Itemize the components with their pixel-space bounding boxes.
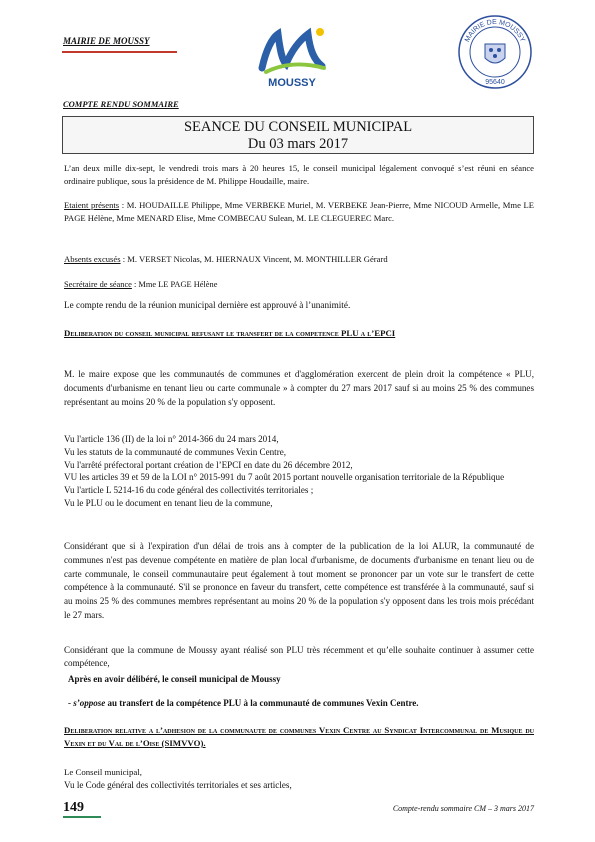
deliberation-statement: Après en avoir délibéré, le conseil municipal de Moussy: [68, 674, 281, 684]
secretaire-label: Secrétaire de séance: [64, 280, 132, 289]
section2-paragraph-1: Le Conseil municipal,: [64, 767, 142, 777]
moussy-logo: [252, 20, 332, 92]
mairie-heading: MAIRIE DE MOUSSY: [63, 36, 150, 46]
seal-top-text: MAIRIE DE MOUSSY: [464, 18, 526, 44]
section1-paragraph-1: M. le maire expose que les communautés de communes et d'agglomération exercent de plein droit la compétence « PLU, documents d'urbanisme en tenant lieu ou carte communale » à compter du 27 mars 2017 sauf si au moins 25 % des communes représentant au moins 20 % de la population s'y opposent.: [64, 369, 534, 407]
section1-paragraph-3: Considérant que la commune de Moussy ayant réalisé son PLU très récemment et qu’elle souhaite continuer à assumer cette compétence,: [64, 645, 534, 668]
page-number: 149: [63, 800, 84, 815]
section1-heading: Deliberation du conseil municipal refusant le transfert de la competence PLU a l’EPCI: [64, 328, 396, 338]
logo-text: MOUSSY: [268, 77, 316, 89]
section1-paragraph-2: Considérant que si à l'expiration d'un délai de trois ans à compter de la publication de la loi ALUR, la communauté de communes n'est pas devenue compétente en matière de plan local d'urbanisme, de documents d'urbanisme en tenant lieu ou de carte communale, le conseil communautaire peut également à tout moment se prononcer par un vote sur le transfert de cette compétence à la communauté. S'il se prononce en faveur du transfert, cette compétence est transférée à la communauté, sauf si au moins 25 % des communes membres représentant au moins 20 % de la population s'y opposent dans les trois mois précédant le 27 mars.: [64, 541, 534, 620]
decision-text: au transfert de la compétence PLU à la communauté de communes Vexin Centre.: [105, 698, 419, 708]
decision-verb: - s’oppose: [68, 698, 106, 708]
approval-paragraph: Le compte rendu de la réunion municipal dernière est approuvé à l’unanimité.: [64, 300, 351, 310]
footer-text: Compte-rendu sommaire CM – 3 mars 2017: [392, 804, 534, 813]
document-type: COMPTE RENDU SOMMAIRE: [63, 99, 179, 109]
presents-paragraph: [64, 199, 534, 224]
vu-item: Vu les statuts de la communauté de communes Vexin Centre,: [64, 446, 287, 457]
section2-heading: Deliberation relative a l’adhesion de la communaute de communes Vexin Centre au Syndicat Intercommunal de Musique du Vexin et du Val de l’Oise (SIMVVO).: [64, 725, 534, 748]
presents-list: : M. HOUDAILLE Philippe, Mme VERBEKE Muriel, M. VERBEKE Jean-Pierre, Mme NICOUD Armelle, Mme LE PAGE Hélène, Mme MENARD Elise, Mme COMBECAU Sulean, M. LE CLEGUEREC Marc.: [64, 200, 534, 223]
vu-item: Vu l'article 136 (II) de la loi n° 2014-366 du 24 mars 2014,: [64, 434, 279, 444]
absents-paragraph: [64, 253, 534, 266]
session-date: Du 03 mars 2017: [247, 136, 349, 152]
page-number-underline: [63, 816, 101, 818]
vu-item: Vu le PLU ou le document en tenant lieu de la commune,: [64, 497, 273, 508]
presents-label: Etaient présents: [64, 200, 120, 210]
header-divider: [62, 51, 177, 53]
session-title-box: [62, 116, 534, 154]
absents-list: : M. VERSET Nicolas, M. HIERNAUX Vincent, M. MONTHILLER Gérard: [120, 254, 388, 264]
decision-paragraph: [68, 697, 538, 710]
secretaire-paragraph: [64, 279, 534, 292]
mairie-seal: [457, 14, 533, 90]
absents-label: Absents excusés: [64, 254, 121, 264]
session-title: SEANCE DU CONSEIL MUNICIPAL: [183, 119, 413, 135]
seal-bottom-text: 95640: [485, 79, 505, 86]
vu-item: Vu l'article L 5214-16 du code général des collectivités territoriales ;: [64, 485, 314, 496]
vu-item: VU les articles 39 et 59 de la LOI n° 2015-991 du 7 août 2015 portant nouvelle organisation territoriale de la République: [64, 472, 505, 483]
vu-item: Vu l'arrêté préfectoral portant création de l’EPCI en date du 26 décembre 2012,: [64, 459, 353, 470]
section2-paragraph-2: Vu le Code général des collectivités territoriales et ses articles,: [64, 780, 292, 790]
intro-paragraph: L’an deux mille dix-sept, le vendredi trois mars à 20 heures 15, le conseil municipal légalement convoqué s’est réuni en séance ordinaire publique, sous la présidence de M. Philippe Houdaille, maire.: [64, 163, 534, 186]
secretaire-name: : Mme LE PAGE Hélène: [131, 280, 218, 289]
vu-list: [64, 433, 534, 510]
